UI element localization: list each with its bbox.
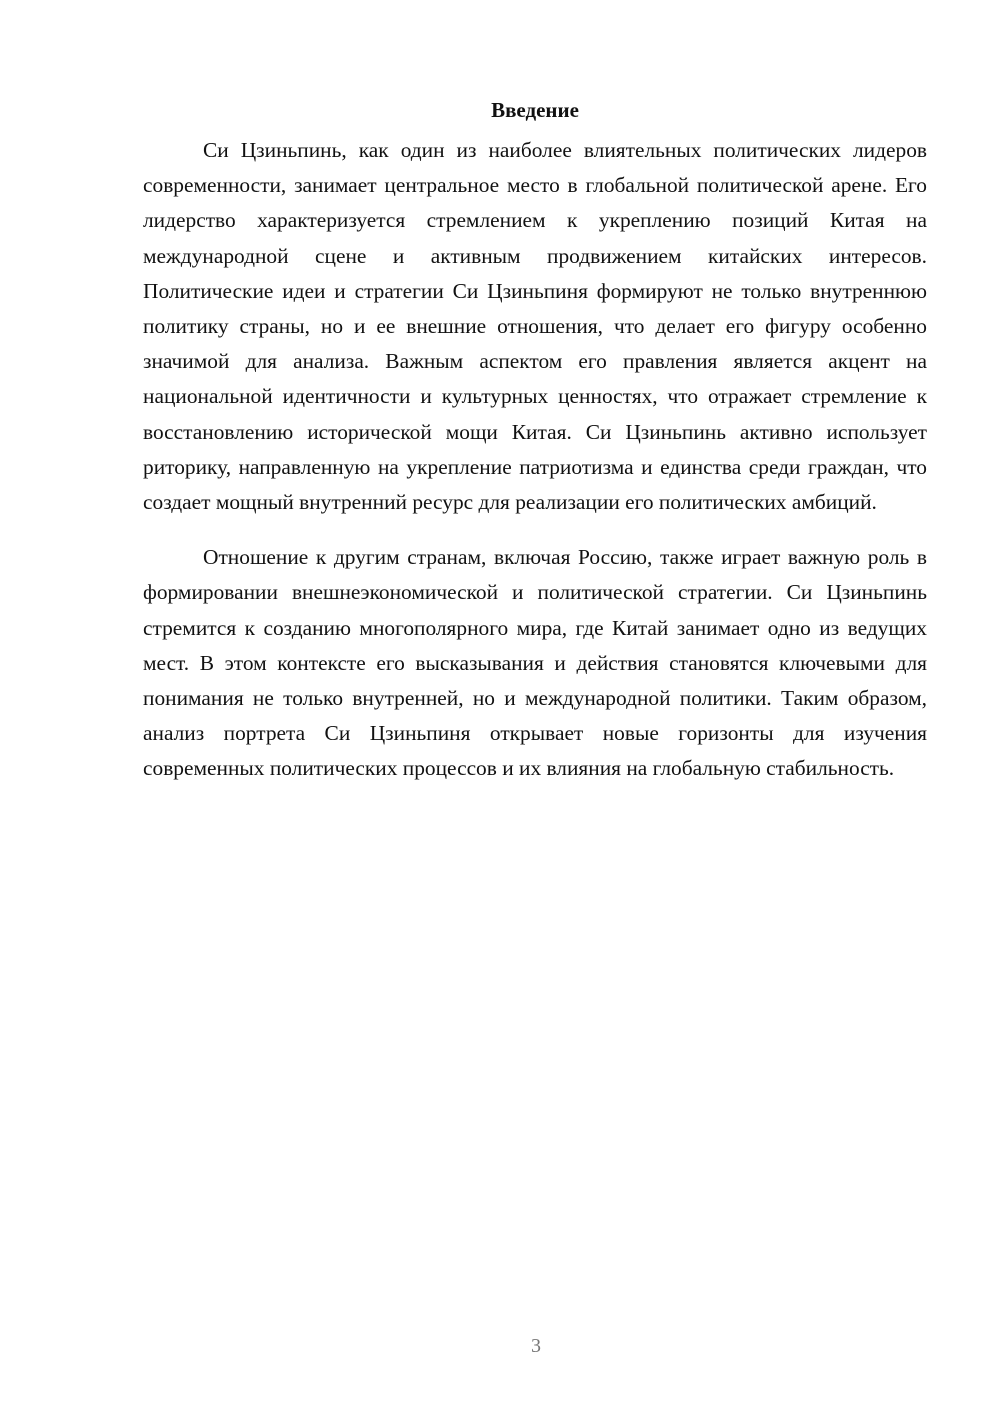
page-number-footer <box>0 1333 1000 1359</box>
page-number: 3 <box>531 1335 541 1357</box>
paragraph-1: Си Цзиньпинь, как один из наиболее влиятельных политических лидеров современности, занимает центральное место в глобальной политической арене. Его лидерство характеризуется стремлением к укреплению позиций Китая на международной сцене и активным продвижением китайских интересов. Политические идеи и стратегии Си Цзиньпиня формируют не только внутреннюю политику страны, но и ее внешние отношения, что делает его фигуру особенно значимой для анализа. Важным аспектом его правления является акцент на национальной идентичности и культурных ценностях, что отражает стремление к восстановлению исторической мощи Китая. Си Цзиньпинь активно использует риторику, направленную на укрепление патриотизма и единства среди граждан, что создает мощный внутренний ресурс для реализации его политических амбиций. <box>143 138 927 515</box>
page-content <box>143 95 927 787</box>
paragraph-2: Отношение к другим странам, включая Россию, также играет важную роль в формировании внешнеэкономической и политической стратегии. Си Цзиньпинь стремится к созданию многополярного мира, где Китай занимает одно из ведущих мест. В этом контексте его высказывания и действия становятся ключевыми для понимания не только внутренней, но и международной политики. Таким образом, анализ портрета Си Цзиньпиня открывает новые горизонты для изучения современных политических процессов и их влияния на глобальную стабильность. <box>143 545 927 781</box>
section-heading: Введение <box>491 98 579 122</box>
